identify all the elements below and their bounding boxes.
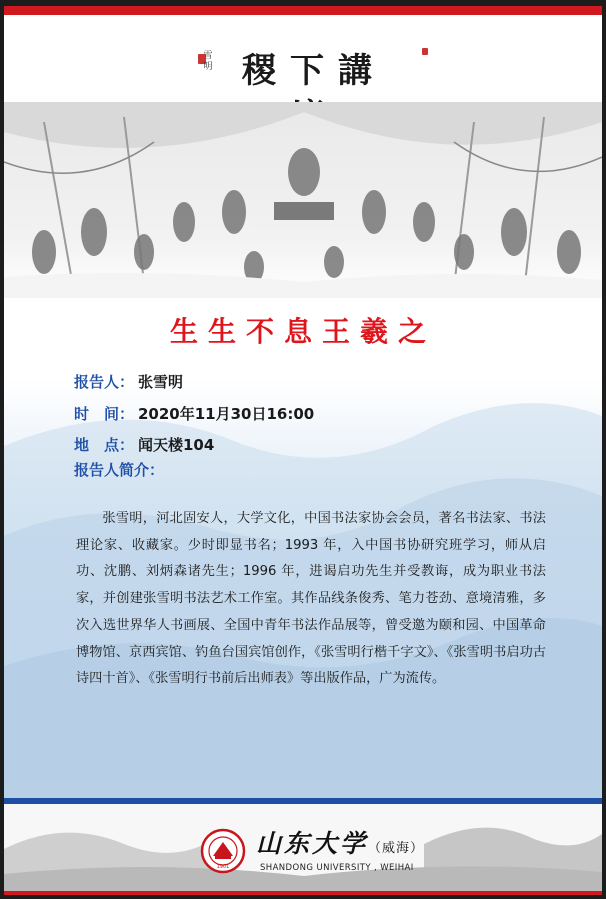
seal-stamp-small (422, 48, 428, 55)
bottom-red-stripe (4, 891, 602, 895)
jixia-academy-mural (4, 102, 602, 298)
brand-title: 稷下講 (242, 51, 386, 91)
time-label: 时 间： (74, 405, 135, 423)
speaker-bio: 张雪明，河北固安人，大学文化，中国书法家协会会员，著名书法家、书法理论家、收藏家。少时即显书名；1993 年，入中国书协研究班学习，师从启功、沈鹏、刘炳森诸先生；1996 年，进谒启功先生并受教诲，成为职业书法家，并创建张雪明书法艺术工作室。其作品线条俊秀、笔力苍劲、意境清雅，多次入选世界华人书画展、全国中青年书法作品展等，曾受邀为颐和园、中国革命博物馆、京西宾馆、钓鱼台国宾馆创作，《张雪明行楷千字文》、《张雪明书启功古诗四十首》、《张雪明行书前后出师表》等出版作品，广为流传。 (76, 511, 546, 687)
university-name (256, 828, 424, 865)
university-emblem-icon (200, 828, 246, 874)
speaker-label: 报告人： (74, 373, 135, 391)
university-name-cn: 山东大学 (256, 829, 369, 858)
event-poster (4, 6, 602, 895)
bio-label: 报告人简介： (74, 461, 165, 479)
university-name-en: SHANDONG UNIVERSITY , WEIHAI (260, 863, 414, 873)
event-title: 生生不息王羲之 (169, 315, 436, 348)
brand-signature: 雪明 (203, 51, 213, 72)
campus-name: （威海） (368, 841, 425, 856)
time-row (74, 404, 314, 424)
speaker-name: 张雪明 (138, 373, 184, 391)
emblem-year: 1901 (216, 864, 230, 870)
location-value: 闻天楼104 (138, 436, 215, 454)
speaker-row (74, 372, 183, 392)
location-row (74, 435, 214, 455)
location-label: 地 点： (74, 436, 135, 454)
lecture-brand (219, 48, 409, 94)
time-value: 2020年11月30日16:00 (138, 405, 315, 423)
top-red-stripe (4, 6, 602, 15)
